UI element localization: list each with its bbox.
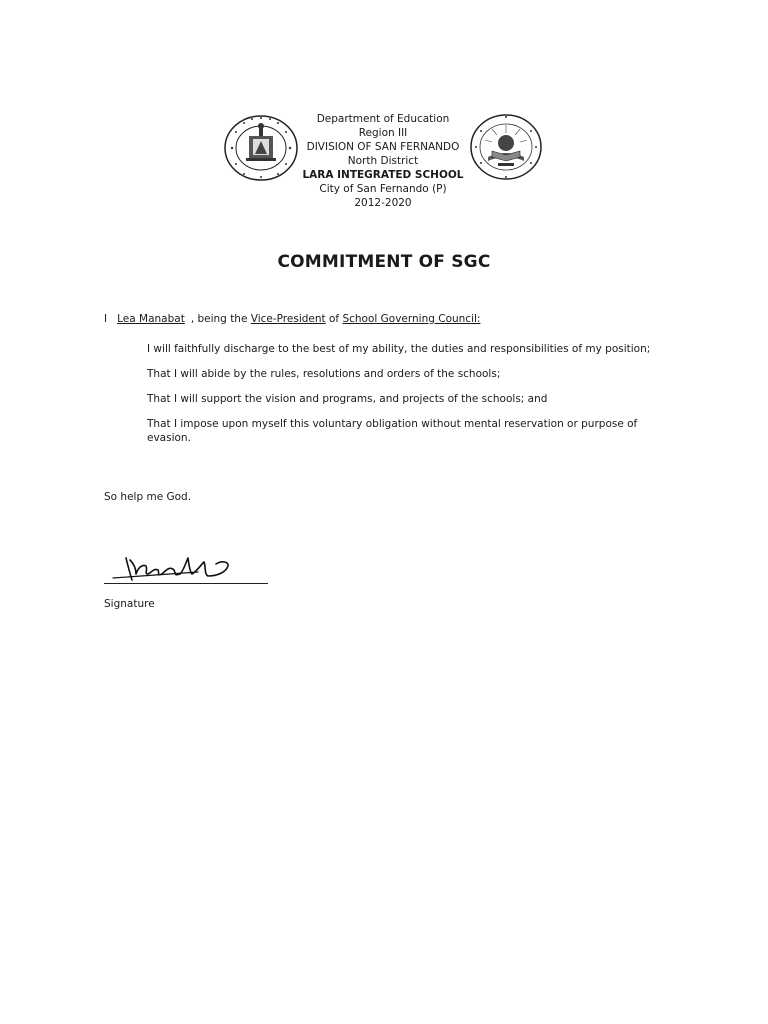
school-name: LARA INTEGRATED SCHOOL — [302, 169, 464, 181]
clause: That I will support the vision and programs, and projects of the schools; and — [147, 393, 548, 405]
clause: That I impose upon myself this voluntary obligation without mental reservation or purpose of evasion. — [147, 418, 638, 444]
intro-line — [104, 313, 480, 325]
header-line-district: North District — [347, 155, 419, 167]
member-position: Vice-President — [250, 313, 326, 325]
intro-of: of — [328, 313, 340, 325]
header-line-department: Department of Education — [316, 113, 450, 125]
letterhead — [290, 112, 476, 210]
intro-prefix: I — [104, 313, 108, 325]
signature-line — [104, 583, 268, 584]
clause: I will faithfully discharge to the best of my ability, the duties and responsibilities of my position; — [147, 343, 651, 355]
handwritten-signature-icon — [108, 552, 238, 584]
intro-mid: , being the — [190, 313, 248, 325]
clause: That I will abide by the rules, resolutions and orders of the schools; — [147, 368, 501, 380]
school-seal-icon — [468, 113, 544, 181]
council-name: School Governing Council: — [342, 313, 481, 325]
member-name: Lea Manabat — [117, 313, 185, 325]
header-line-years: 2012-2020 — [354, 197, 412, 209]
closing-line: So help me God. — [104, 491, 192, 503]
header-line-city: City of San Fernando (P) — [319, 183, 447, 195]
signature-label: Signature — [104, 598, 155, 610]
deped-seal-icon — [222, 114, 300, 182]
commitment-clauses — [147, 342, 657, 456]
document-title: COMMITMENT OF SGC — [277, 252, 491, 272]
header-line-region: Region III — [358, 127, 408, 139]
header-line-division: DIVISION OF SAN FERNANDO — [306, 141, 460, 153]
